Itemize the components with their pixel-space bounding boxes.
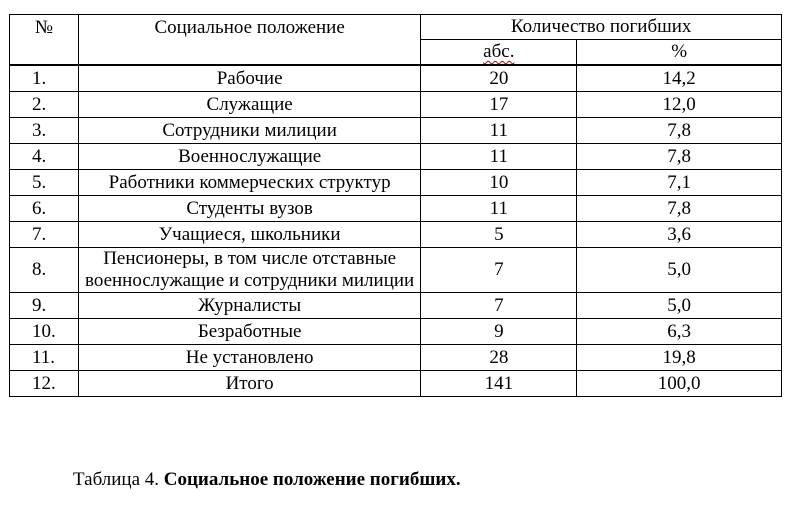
row-num: 9. (10, 293, 79, 319)
row-status: Рабочие (78, 65, 421, 92)
social-status-table (9, 14, 782, 397)
header-deaths: Количество погибших (421, 15, 782, 40)
row-abs: 20 (421, 65, 577, 92)
table-row (10, 144, 782, 170)
table-row (10, 345, 782, 371)
row-num: 4. (10, 144, 79, 170)
table-row (10, 118, 782, 144)
table-row (10, 293, 782, 319)
row-num: 12. (10, 371, 79, 397)
row-abs: 9 (421, 319, 577, 345)
table-row (10, 170, 782, 196)
row-num: 7. (10, 222, 79, 248)
header-num: № (10, 15, 79, 66)
table-row (10, 371, 782, 397)
table-header (10, 15, 782, 66)
table-row (10, 248, 782, 293)
caption-title: Социальное положение погибших. (163, 469, 461, 490)
row-num: 5. (10, 170, 79, 196)
row-abs: 11 (421, 196, 577, 222)
row-pct: 7,1 (577, 170, 782, 196)
caption-prefix: Таблица 4. (73, 469, 164, 490)
row-abs: 11 (421, 118, 577, 144)
row-status: Безработные (78, 319, 421, 345)
row-status: Работники коммерческих структур (78, 170, 421, 196)
table-row (10, 222, 782, 248)
row-num: 6. (10, 196, 79, 222)
row-status: Студенты вузов (78, 196, 421, 222)
row-status: Сотрудники милиции (78, 118, 421, 144)
row-abs: 7 (421, 293, 577, 319)
row-abs: 5 (421, 222, 577, 248)
row-abs: 141 (421, 371, 577, 397)
table-row (10, 319, 782, 345)
row-pct: 7,8 (577, 144, 782, 170)
row-pct: 3,6 (577, 222, 782, 248)
row-pct: 5,0 (577, 248, 782, 293)
header-abs-label: абс. (483, 41, 515, 62)
header-row-top (10, 15, 782, 40)
row-status: Итого (78, 371, 421, 397)
row-pct: 7,8 (577, 118, 782, 144)
row-status: Журналисты (78, 293, 421, 319)
row-num: 10. (10, 319, 79, 345)
row-status: Военнослужащие (78, 144, 421, 170)
table-row (10, 196, 782, 222)
row-abs: 10 (421, 170, 577, 196)
row-num: 1. (10, 65, 79, 92)
row-status: Учащиеся, школьники (78, 222, 421, 248)
row-status: Служащие (78, 92, 421, 118)
table-row (10, 92, 782, 118)
row-pct: 19,8 (577, 345, 782, 371)
row-pct: 7,8 (577, 196, 782, 222)
row-abs: 7 (421, 248, 577, 293)
row-num: 8. (10, 248, 79, 293)
row-abs: 17 (421, 92, 577, 118)
row-abs: 11 (421, 144, 577, 170)
row-pct: 6,3 (577, 319, 782, 345)
table-body (10, 65, 782, 397)
row-status: Пенсионеры, в том числе отставные военнослужащие и сотрудники милиции (78, 248, 421, 293)
row-pct: 12,0 (577, 92, 782, 118)
row-abs: 28 (421, 345, 577, 371)
header-status: Социальное положение (78, 15, 421, 66)
table-row (10, 65, 782, 92)
header-abs (421, 40, 577, 66)
row-pct: 5,0 (577, 293, 782, 319)
row-num: 3. (10, 118, 79, 144)
row-status: Не установлено (78, 345, 421, 371)
header-pct: % (577, 40, 782, 66)
row-pct: 14,2 (577, 65, 782, 92)
row-num: 2. (10, 92, 79, 118)
row-pct: 100,0 (577, 371, 782, 397)
row-num: 11. (10, 345, 79, 371)
table-caption (73, 469, 461, 491)
